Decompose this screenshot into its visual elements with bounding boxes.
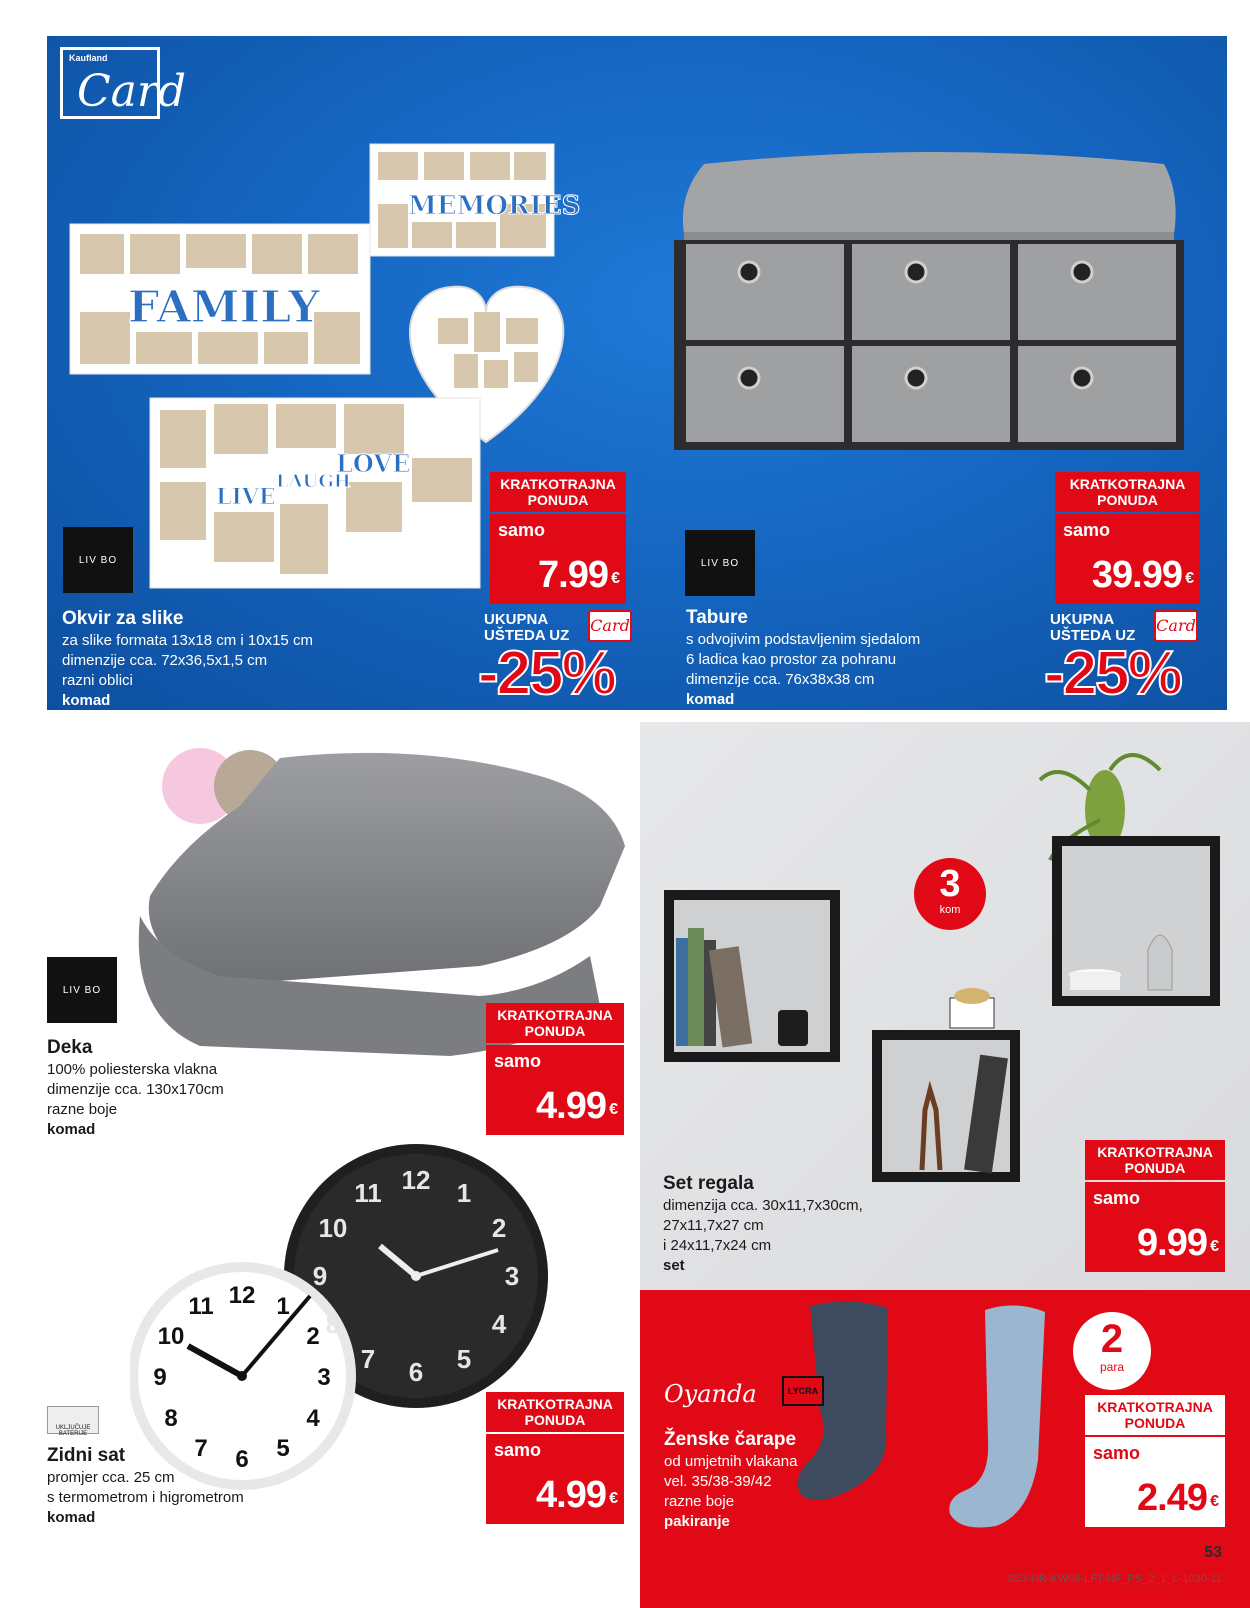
- white-clock-numeral-11: 11: [188, 1293, 214, 1320]
- sat-badge-line1: KRATKOTRAJNA: [497, 1396, 613, 1412]
- white-clock-numeral-8: 8: [164, 1405, 178, 1432]
- carape-price: 2.49: [1137, 1477, 1207, 1519]
- white-clock-numeral-6: 6: [235, 1446, 249, 1473]
- regal-badge-line2: PONUDA: [1124, 1160, 1186, 1176]
- white-clock-numeral-2: 2: [306, 1323, 320, 1350]
- regal-line-3: i 24x11,7x24 cm: [663, 1237, 772, 1254]
- okvir-unit: komad: [62, 692, 111, 709]
- sat-price: 4.99: [536, 1474, 606, 1516]
- deka-unit: komad: [47, 1121, 96, 1138]
- frame-word-memories: MEMORIES: [408, 191, 581, 221]
- deka-currency: €: [609, 1101, 618, 1118]
- black-clock-numeral-12: 12: [401, 1165, 431, 1195]
- tabure-description: [686, 606, 1046, 710]
- page-number: 53: [1204, 1544, 1222, 1561]
- deka-pricebox: [486, 1045, 624, 1135]
- tabure-samo: samo: [1063, 520, 1111, 540]
- carape-line-3: razne boje: [664, 1493, 735, 1510]
- regal-price-tag: [1085, 1140, 1225, 1272]
- sat-currency: €: [609, 1490, 618, 1507]
- regal-price: 9.99: [1137, 1222, 1207, 1264]
- okvir-name: Okvir za slike: [62, 608, 184, 629]
- okvir-card-discount: [478, 608, 646, 708]
- frame-word-family: FAMILY: [128, 282, 320, 333]
- livarno-logo-deka: LIV BO: [47, 957, 117, 1023]
- kaufland-card-logo-small: Kaufland: [69, 53, 108, 63]
- regal-count-unit: kom: [939, 904, 961, 916]
- okvir-discount-line2: UŠTEDA UZ: [484, 627, 570, 644]
- tabure-badge-line2: PONUDA: [1097, 492, 1158, 508]
- white-clock-numeral-4: 4: [306, 1405, 320, 1432]
- carape-description: [664, 1428, 904, 1532]
- tabure-discount-line2: UŠTEDA UZ: [1050, 627, 1136, 644]
- sat-line-2: s termometrom i higrometrom: [47, 1489, 244, 1506]
- tabure-unit: komad: [686, 691, 735, 708]
- black-clock-numeral-10: 10: [318, 1213, 348, 1243]
- carape-count-badge: [1073, 1312, 1151, 1390]
- white-clock-numeral-7: 7: [194, 1435, 208, 1462]
- regal-line-2: 27x11,7x27 cm: [663, 1217, 764, 1234]
- regal-badge-line1: KRATKOTRAJNA: [1097, 1144, 1213, 1160]
- tabure-line-1: s odvojivim podstavljenim sjedalom: [686, 631, 921, 648]
- white-clock-numeral-5: 5: [276, 1435, 290, 1462]
- regal-line-1: dimenzija cca. 30x11,7x30cm,: [663, 1197, 863, 1214]
- tabure-pricebox: [1055, 514, 1200, 604]
- regal-currency: €: [1210, 1238, 1219, 1255]
- tabure-card-discount: [1044, 608, 1212, 708]
- deka-name: Deka: [47, 1037, 93, 1058]
- deka-price-tag: [486, 1003, 624, 1135]
- tabure-currency: €: [1185, 570, 1194, 587]
- black-clock-numeral-8: 8: [325, 1309, 341, 1339]
- deka-badge-line1: KRATKOTRAJNA: [497, 1007, 613, 1023]
- carape-count-unit: para: [1099, 1360, 1125, 1374]
- black-clock-numeral-4: 4: [491, 1309, 507, 1339]
- black-clock-numeral-9: 9: [312, 1261, 328, 1291]
- okvir-line-2: dimenzije cca. 72x36,5x1,5 cm: [62, 652, 268, 669]
- regal-samo: samo: [1093, 1188, 1141, 1208]
- tabure-discount-line1: UKUPNA: [1050, 611, 1115, 628]
- frame-word-live: LIVE: [216, 484, 276, 510]
- carape-price-tag: [1085, 1395, 1225, 1527]
- black-clock-numeral-2: 2: [491, 1213, 507, 1243]
- tabure-discount-card: Card: [1154, 610, 1198, 642]
- carape-count: 2: [1100, 1317, 1124, 1361]
- carape-pricebox: [1085, 1437, 1225, 1527]
- tabure-badge-line1: KRATKOTRAJNA: [1069, 476, 1186, 492]
- black-clock-numeral-11: 11: [354, 1177, 382, 1208]
- okvir-badge-line1: KRATKOTRAJNA: [500, 476, 616, 492]
- okvir-line-1: za slike formata 13x18 cm i 10x15 cm: [62, 632, 313, 649]
- regal-unit: set: [663, 1257, 685, 1274]
- white-clock-numeral-9: 9: [153, 1364, 167, 1391]
- okvir-badge-line2: PONUDA: [527, 492, 589, 508]
- okvir-description: [62, 607, 482, 711]
- sat-line-1: promjer cca. 25 cm: [47, 1469, 175, 1486]
- carape-currency: €: [1210, 1493, 1219, 1510]
- tabure-discount-value: -25%: [1044, 639, 1181, 708]
- okvir-badge-band: [490, 472, 626, 512]
- deka-line-3: razne boje: [47, 1101, 118, 1118]
- sat-unit: komad: [47, 1509, 96, 1526]
- white-clock-numeral-3: 3: [317, 1364, 331, 1391]
- okvir-pricebox: [490, 514, 626, 604]
- regal-name: Set regala: [663, 1173, 754, 1194]
- regal-pricebox: [1085, 1182, 1225, 1272]
- okvir-price-tag: [490, 472, 626, 604]
- tabure-line-2: 6 ladica kao prostor za pohranu: [686, 651, 897, 668]
- regal-count-badge: [914, 858, 986, 930]
- sat-description: [47, 1444, 407, 1528]
- frame-word-love: LOVE: [336, 449, 411, 478]
- carape-badge-line2: PONUDA: [1124, 1415, 1186, 1431]
- deka-badge-band: [486, 1003, 624, 1043]
- sat-pricebox: [486, 1434, 624, 1524]
- livarno-logo-okvir: LIV BO: [63, 527, 133, 593]
- okvir-discount-value: -25%: [478, 639, 615, 708]
- sat-samo: samo: [494, 1440, 542, 1460]
- okvir-currency: €: [611, 570, 620, 587]
- regal-badge-band: [1085, 1140, 1225, 1180]
- deka-line-2: dimenzije cca. 130x170cm: [47, 1081, 224, 1098]
- kaufland-card-logo-big: Card: [77, 66, 187, 117]
- page-code: S53-HR-KW04-LFT-NF_PS_2_1_L-1030-11: [1007, 1573, 1222, 1585]
- black-clock-numeral-6: 6: [408, 1357, 424, 1387]
- tabure-badge-band: [1055, 472, 1200, 512]
- deka-badge-line2: PONUDA: [524, 1023, 586, 1039]
- carape-unit: pakiranje: [664, 1513, 730, 1530]
- okvir-discount-line1: UKUPNA: [484, 611, 549, 628]
- tabure-price: 39.99: [1091, 554, 1182, 596]
- frame-word-laugh: LAUGH: [276, 471, 351, 492]
- deka-samo: samo: [494, 1051, 542, 1071]
- okvir-samo: samo: [498, 520, 546, 540]
- livarno-logo-tabure: LIV BO: [685, 530, 755, 596]
- carape-samo: samo: [1093, 1443, 1141, 1463]
- deka-line-1: 100% poliesterska vlakna: [47, 1061, 218, 1078]
- battery-label: UKLJUČUJE BATERIJE: [55, 1425, 91, 1437]
- white-clock-numeral-10: 10: [157, 1323, 185, 1350]
- carape-badge-line1: KRATKOTRAJNA: [1097, 1399, 1213, 1415]
- regal-count: 3: [939, 863, 961, 905]
- carape-name: Ženske čarape: [664, 1429, 797, 1450]
- oyanda-logo: Oyanda: [664, 1380, 757, 1408]
- white-clock-numeral-12: 12: [228, 1282, 256, 1309]
- sat-name: Zidni sat: [47, 1445, 126, 1466]
- black-clock-numeral-1: 1: [456, 1177, 472, 1208]
- deka-description: [47, 1036, 407, 1140]
- tabure-price-tag: [1055, 472, 1200, 604]
- tabure-image: [664, 144, 1204, 464]
- deka-price: 4.99: [536, 1085, 606, 1127]
- carape-line-1: od umjetnih vlakana: [664, 1453, 798, 1470]
- okvir-line-3: razni oblici: [62, 672, 133, 689]
- battery-included-icon: [47, 1406, 99, 1437]
- okvir-price: 7.99: [538, 554, 608, 596]
- black-clock-numeral-7: 7: [360, 1344, 376, 1375]
- black-clock-numeral-5: 5: [456, 1344, 472, 1375]
- white-clock-numeral-1: 1: [276, 1293, 290, 1320]
- carape-badge-band: [1085, 1395, 1225, 1435]
- sat-badge-line2: PONUDA: [524, 1412, 586, 1428]
- carape-line-2: vel. 35/38-39/42: [664, 1473, 772, 1490]
- sat-badge-band: [486, 1392, 624, 1432]
- lycra-logo: LYCRA: [782, 1376, 824, 1406]
- kaufland-card-logo: [60, 47, 187, 119]
- tabure-name: Tabure: [686, 607, 748, 628]
- shelves-image: [660, 750, 1240, 1190]
- tabure-line-3: dimenzije cca. 76x38x38 cm: [686, 671, 875, 688]
- black-clock-numeral-3: 3: [504, 1261, 520, 1291]
- regal-description: [663, 1172, 953, 1276]
- okvir-discount-card: Card: [588, 610, 632, 642]
- sat-price-tag: [486, 1392, 624, 1524]
